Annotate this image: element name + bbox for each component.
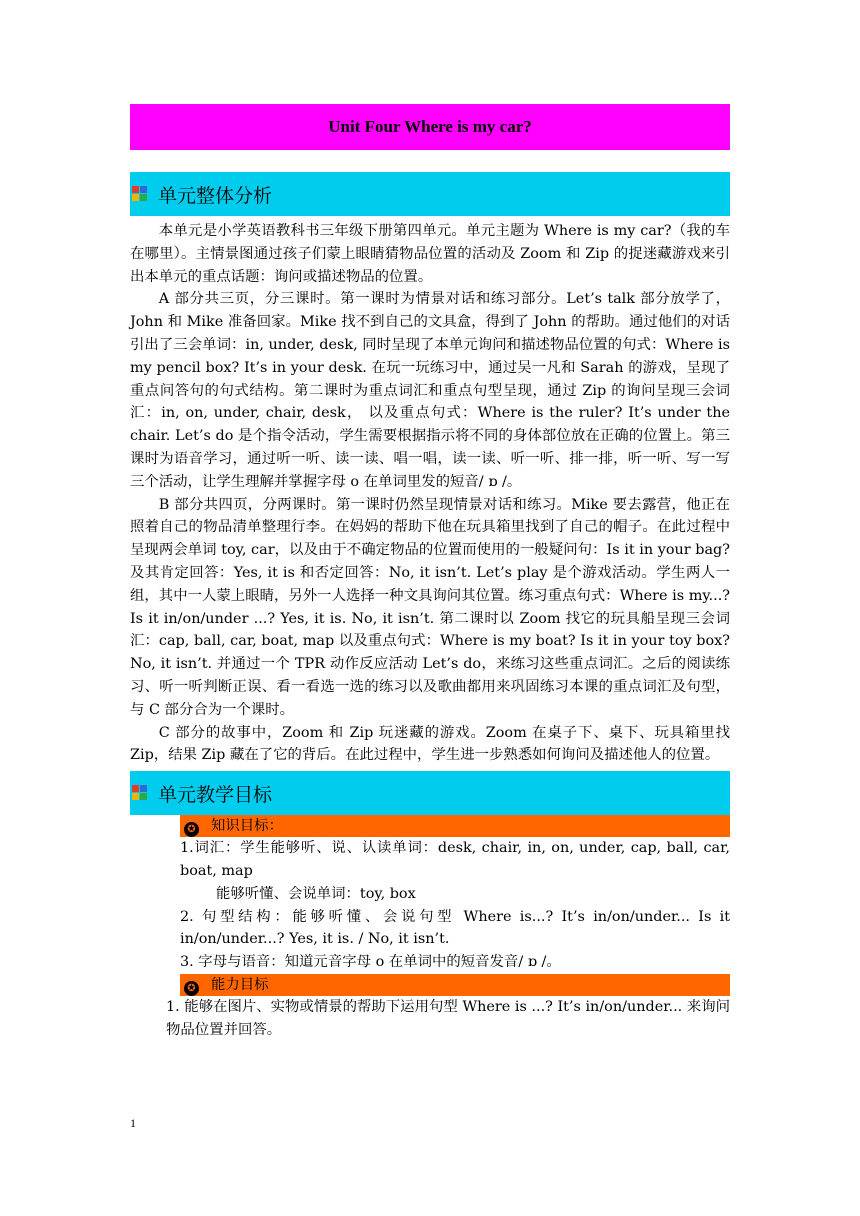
objective-item: 3. 字母与语音：知道元音字母 o 在单词中的短音发音/ ɒ /。 <box>180 954 561 971</box>
page-content <box>130 104 730 1042</box>
objective-item: 1.词汇：学生能够听、说、认读单词：desk, chair, in, on, under, cap, ball, car, boat, map <box>180 840 730 879</box>
analysis-paragraph: A 部分共三页，分三课时。第一课时为情景对话和练习部分。Let’s talk 部分放学了，John 和 Mike 准备回家。Mike 找不到自己的文具盒，得到了 John 的帮助。通过他们的对话引出了三会单词：in, under, desk, 同时呈现了本单元询问和描述物品位置的句式：Where is my pencil box? It’s in your desk. 在玩一玩练习中，通过吴一凡和 Sarah 的游戏，呈现了重点问答句的句式结构。第二课时为重点词汇和重点句型呈现，通过 Zip 的询问呈现三会词汇：in, on, under, chair, desk， 以及重点句式：Where is the ruler? It’s under the chair. Let’s do 是个指令活动，学生需要根据指示将不同的身体部位放在正确的位置上。第三课时为语音学习，通过听一听、读一读、唱一唱，读一读、听一听、排一排，听一听、写一写三个活动，让学生理解并掌握字母 o 在单词里发的短音/ ɒ /。 <box>130 291 730 490</box>
section-heading-text: 单元教学目标 <box>158 783 273 806</box>
star-bullet-icon: ✪ <box>184 981 199 996</box>
knowledge-objectives-heading <box>180 815 730 837</box>
sub-heading-text: 知识目标： <box>211 818 283 835</box>
analysis-paragraph: 本单元是小学英语教科书三年级下册第四单元。单元主题为 Where is my car?（我的车在哪里）。主情景图通过孩子们蒙上眼睛猜物品位置的活动及 Zoom 和 Zip 的捉迷藏游戏来引出本单元的重点话题：询问或描述物品的位置。 <box>130 223 730 285</box>
section-heading-objectives <box>130 771 730 815</box>
sub-heading-text: 能力目标 <box>211 976 269 993</box>
analysis-paragraph: B 部分共四页，分两课时。第一课时仍然呈现情景对话和练习。Mike 要去露营，他正在照着自己的物品清单整理行李。在妈妈的帮助下他在玩具箱里找到了自己的帽子。在此过程中呈现两会单词 toy, car，以及由于不确定物品的位置而使用的一般疑问句：Is it in your bag? 及其肯定回答：Yes, it is 和否定回答：No, it isn’t. Let’s play 是个游戏活动。学生两人一组，其中一人蒙上眼睛，另外一人选择一种文具询问其位置。练习重点句式：Where is my...? Is it in/on/under ...? Yes, it is. No, it isn’t. 第二课时以 Zoom 找它的玩具船呈现三会词汇：cap, ball, car, boat, map 以及重点句式：Where is my boat? Is it in your toy box? No, it isn’t. 并通过一个 TPR 动作反应活动 Let’s do，来练习这些重点词汇。之后的阅读练习、听一听判断正误、看一看选一选的练习以及歌曲都用来巩固练习本课的重点词汇及句型，与 C 部分合为一个课时。 <box>130 496 730 718</box>
star-bullet-icon: ✪ <box>184 822 199 837</box>
section-heading-analysis <box>130 172 730 216</box>
unit-title: Unit Four Where is my car? <box>130 104 730 150</box>
windows-flag-icon <box>132 785 148 801</box>
ability-objectives-heading <box>180 974 730 996</box>
analysis-paragraph: C 部分的故事中，Zoom 和 Zip 玩迷藏的游戏。Zoom 在桌子下、桌下、玩具箱里找 Zip，结果 Zip 藏在了它的背后。在此过程中，学生进一步熟悉如何询问及描述他人的位置。 <box>130 724 730 764</box>
objective-item: 1. 能够在图片、实物或情景的帮助下运用句型 Where is ...? It’s in/on/under... 来询问物品位置并回答。 <box>166 998 730 1038</box>
windows-flag-icon <box>132 186 148 202</box>
section-heading-text: 单元整体分析 <box>158 184 273 207</box>
page-number: 1 <box>130 1116 136 1130</box>
objective-item: 2. 句型结构：能够听懂、会说句型 Where is...? It’s in/on/under... Is it in/on/under...? Yes, it is. / No, it isn’t. <box>180 908 730 948</box>
objective-item: 能够听懂、会说单词：toy, box <box>216 885 416 902</box>
